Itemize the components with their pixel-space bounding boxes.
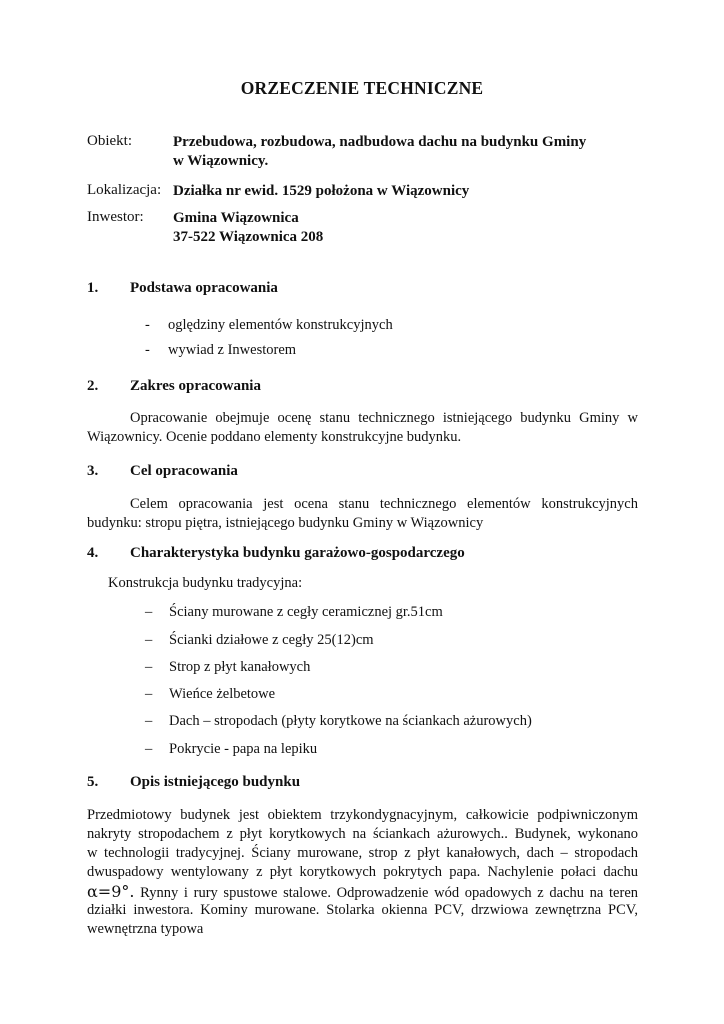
item-text: Ściany murowane z cegły ceramicznej gr.51cm: [169, 604, 443, 620]
section-4-number: 4.: [87, 545, 99, 561]
section-1-number: 1.: [87, 280, 99, 296]
section-2-number: 2.: [87, 378, 99, 394]
section-2-text: Opracowanie obejmuje ocenę stanu technicznego istniejącego budynku Gminy w Wiązownicy. Ocenie poddano elementy konstrukcyjne budynku.: [87, 410, 638, 445]
text-line: [87, 882, 638, 901]
section-3-number: 3.: [87, 463, 99, 479]
text-line: Przedmiotowy budynek jest obiektem trzykondygnacyjnym, całkowicie podpiwniczonym: [87, 807, 638, 823]
dash-mark: –: [145, 659, 153, 675]
object-value: [173, 133, 586, 171]
section-4-item: [145, 741, 317, 758]
section-5-title: Opis istniejącego budynku: [130, 774, 301, 790]
location-value: Działka nr ewid. 1529 położona w Wiązownicy: [173, 183, 470, 199]
item-text: Strop z płyt kanałowych: [169, 659, 311, 675]
roof-angle-formula: α=9°.: [87, 882, 135, 901]
investor-label: Inwestor:: [87, 209, 144, 225]
text-line-content: Rynny i rury spustowe stalowe. Odprowadzenie wód opadowych z dachu na teren: [140, 885, 638, 901]
section-4-title: Charakterystyka budynku garażowo-gospodarczego: [130, 545, 465, 561]
bullet-text: oględziny elementów konstrukcyjnych: [168, 317, 393, 333]
text-line: wewnętrzna typowa: [87, 921, 204, 937]
dash-mark: –: [145, 713, 153, 729]
document-title: ORZECZENIE TECHNICZNE: [240, 78, 484, 98]
section-1-title: Podstawa opracowania: [130, 280, 278, 296]
bullet-mark: -: [145, 317, 150, 333]
text-line: działki inwestora. Kominy murowane. Stolarka okienna PCV, drzwiowa zewnętrzna PCV,: [87, 902, 638, 918]
dash-mark: –: [145, 632, 153, 648]
item-text: Pokrycie - papa na lepiku: [169, 741, 318, 757]
section-4-item: [145, 659, 310, 676]
text-line: w technologii tradycyjnej. Ściany murowane, strop z płyt kanałowych, dach – stropodach: [87, 845, 638, 861]
text-line: nakryty stropodachem z płyt korytkowych na ściankach ażurowych.. Budynek, wykonano: [87, 826, 638, 842]
item-text: Dach – stropodach (płyty korytkowe na ściankach ażurowych): [169, 713, 532, 729]
bullet-text: wywiad z Inwestorem: [168, 342, 297, 358]
section-4-item: [145, 713, 532, 730]
section-3-title: Cel opracowania: [130, 463, 238, 479]
section-4-item: [145, 632, 374, 649]
section-1-bullet: [145, 317, 393, 334]
section-5-text: [87, 806, 638, 939]
section-4-item: [145, 604, 443, 621]
investor-line-2: 37-522 Wiązownica 208: [173, 229, 324, 245]
bullet-mark: -: [145, 342, 150, 358]
investor-line-1: Gmina Wiązownica: [173, 210, 299, 226]
section-4-item: [145, 686, 275, 703]
dash-mark: –: [145, 686, 153, 702]
dash-mark: –: [145, 741, 153, 757]
section-5-number: 5.: [87, 774, 99, 790]
text-line: dwuspadowy wentylowany z płyt korytkowych pokrytych papa. Nachylenie połaci dachu: [87, 864, 638, 880]
section-3-text: Celem opracowania jest ocena stanu technicznego elementów konstrukcyjnych budynku: stropu piętra, istniejącego budynku Gminy w Wiązownicy: [87, 496, 638, 531]
dash-mark: –: [145, 604, 153, 620]
section-1-bullet: [145, 342, 296, 359]
location-label: Lokalizacja:: [87, 182, 162, 198]
object-value-line-2: w Wiązownicy.: [173, 153, 269, 169]
item-text: Ścianki działowe z cegły 25(12)cm: [169, 632, 374, 648]
item-text: Wieńce żelbetowe: [169, 686, 276, 702]
object-label: Obiekt:: [87, 133, 132, 149]
object-value-line-1: Przebudowa, rozbudowa, nadbudowa dachu na budynku Gminy: [173, 134, 587, 150]
investor-value: [173, 209, 323, 247]
section-2-title: Zakres opracowania: [130, 378, 261, 394]
section-4-intro: Konstrukcja budynku tradycyjna:: [108, 575, 303, 591]
